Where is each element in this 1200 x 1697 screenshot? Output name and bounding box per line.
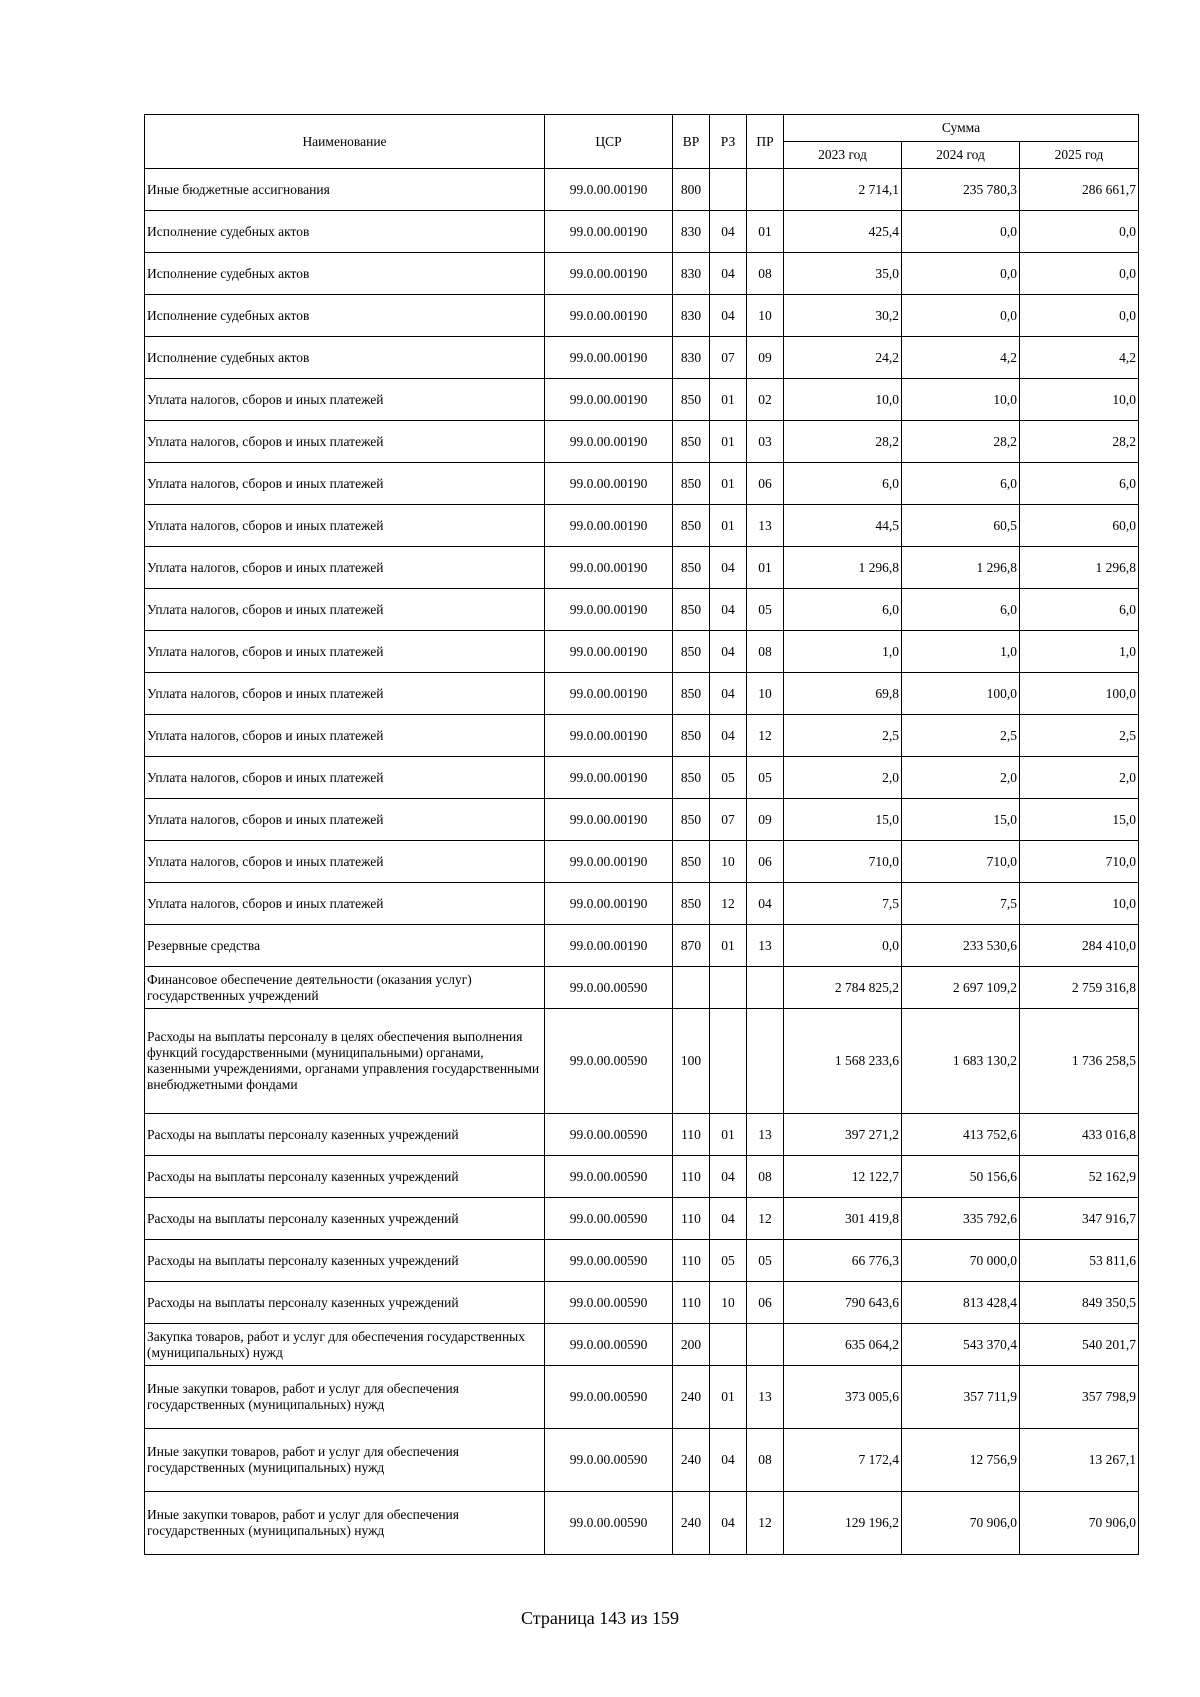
cell-pr: 05: [747, 757, 784, 799]
cell-rz: 04: [710, 253, 747, 295]
cell-2023: 790 643,6: [784, 1282, 902, 1324]
header-year-2025: 2025 год: [1020, 142, 1139, 169]
table-row: [145, 589, 1139, 631]
cell-rz: 04: [710, 547, 747, 589]
cell-pr: 13: [747, 505, 784, 547]
cell-name: Иные закупки товаров, работ и услуг для обеспечения государственных (муниципальных) нужд: [145, 1429, 545, 1492]
cell-rz: 01: [710, 505, 747, 547]
cell-vr: 110: [673, 1114, 710, 1156]
cell-rz: 07: [710, 799, 747, 841]
table-row: [145, 757, 1139, 799]
cell-2023: 12 122,7: [784, 1156, 902, 1198]
cell-rz: 10: [710, 1282, 747, 1324]
cell-vr: 850: [673, 757, 710, 799]
cell-vr: 850: [673, 547, 710, 589]
cell-2023: 1,0: [784, 631, 902, 673]
cell-pr: 10: [747, 295, 784, 337]
cell-2023: 44,5: [784, 505, 902, 547]
cell-csr: 99.0.00.00190: [545, 463, 673, 505]
cell-pr: 06: [747, 841, 784, 883]
cell-2024: 0,0: [902, 295, 1020, 337]
cell-csr: 99.0.00.00590: [545, 1366, 673, 1429]
table-row: [145, 505, 1139, 547]
table-row: [145, 169, 1139, 211]
table-row: [145, 673, 1139, 715]
cell-csr: 99.0.00.00590: [545, 1324, 673, 1366]
cell-pr: 12: [747, 1492, 784, 1555]
cell-vr: 830: [673, 211, 710, 253]
cell-vr: 870: [673, 925, 710, 967]
cell-csr: 99.0.00.00190: [545, 589, 673, 631]
cell-vr: 110: [673, 1198, 710, 1240]
cell-name: Расходы на выплаты персоналу в целях обеспечения выполнения функций государственными (муниципальными) органами, казенными учреждениями, органами управления государственными внебюджетными фондами: [145, 1009, 545, 1114]
cell-2023: 301 419,8: [784, 1198, 902, 1240]
cell-rz: 04: [710, 1198, 747, 1240]
cell-pr: 02: [747, 379, 784, 421]
cell-rz: [710, 1324, 747, 1366]
cell-2023: 1 568 233,6: [784, 1009, 902, 1114]
cell-2023: 35,0: [784, 253, 902, 295]
cell-2023: 24,2: [784, 337, 902, 379]
page-number: Страница 143 из 159: [521, 1608, 679, 1628]
cell-csr: 99.0.00.00190: [545, 799, 673, 841]
cell-2024: 2,5: [902, 715, 1020, 757]
cell-2024: 710,0: [902, 841, 1020, 883]
cell-rz: 05: [710, 757, 747, 799]
cell-2025: 60,0: [1020, 505, 1139, 547]
cell-name: Уплата налогов, сборов и иных платежей: [145, 463, 545, 505]
table-row: [145, 253, 1139, 295]
cell-vr: 850: [673, 715, 710, 757]
cell-2023: 373 005,6: [784, 1366, 902, 1429]
cell-vr: 850: [673, 799, 710, 841]
cell-name: Финансовое обеспечение деятельности (оказания услуг) государственных учреждений: [145, 967, 545, 1009]
header-rz: РЗ: [710, 115, 747, 169]
cell-vr: 850: [673, 673, 710, 715]
table-row: [145, 799, 1139, 841]
cell-2024: 6,0: [902, 463, 1020, 505]
header-vr: ВР: [673, 115, 710, 169]
table-row: [145, 379, 1139, 421]
table-row: [145, 1198, 1139, 1240]
cell-2023: 635 064,2: [784, 1324, 902, 1366]
cell-csr: 99.0.00.00190: [545, 631, 673, 673]
cell-2025: 0,0: [1020, 253, 1139, 295]
cell-2023: 6,0: [784, 589, 902, 631]
cell-2023: 69,8: [784, 673, 902, 715]
cell-csr: 99.0.00.00190: [545, 547, 673, 589]
cell-2023: 710,0: [784, 841, 902, 883]
cell-name: Иные закупки товаров, работ и услуг для обеспечения государственных (муниципальных) нужд: [145, 1366, 545, 1429]
cell-2024: 50 156,6: [902, 1156, 1020, 1198]
cell-2025: 710,0: [1020, 841, 1139, 883]
cell-2023: 0,0: [784, 925, 902, 967]
table-row: [145, 295, 1139, 337]
cell-csr: 99.0.00.00190: [545, 925, 673, 967]
cell-pr: 08: [747, 631, 784, 673]
cell-pr: 13: [747, 1366, 784, 1429]
cell-2025: 284 410,0: [1020, 925, 1139, 967]
cell-rz: 04: [710, 631, 747, 673]
cell-csr: 99.0.00.00590: [545, 1282, 673, 1324]
cell-2025: 1,0: [1020, 631, 1139, 673]
cell-pr: 03: [747, 421, 784, 463]
cell-2024: 2,0: [902, 757, 1020, 799]
cell-csr: 99.0.00.00190: [545, 295, 673, 337]
table-row: [145, 337, 1139, 379]
cell-rz: 01: [710, 1366, 747, 1429]
header-year-2023: 2023 год: [784, 142, 902, 169]
table-row: [145, 883, 1139, 925]
cell-rz: 04: [710, 673, 747, 715]
cell-2024: 100,0: [902, 673, 1020, 715]
cell-pr: 01: [747, 547, 784, 589]
cell-2023: 397 271,2: [784, 1114, 902, 1156]
cell-2023: 7 172,4: [784, 1429, 902, 1492]
cell-rz: [710, 1009, 747, 1114]
cell-csr: 99.0.00.00590: [545, 1156, 673, 1198]
cell-vr: 850: [673, 463, 710, 505]
cell-2024: 10,0: [902, 379, 1020, 421]
cell-name: Резервные средства: [145, 925, 545, 967]
cell-2024: 28,2: [902, 421, 1020, 463]
table-row: [145, 1009, 1139, 1114]
cell-2024: 0,0: [902, 211, 1020, 253]
cell-pr: 12: [747, 1198, 784, 1240]
cell-2024: 357 711,9: [902, 1366, 1020, 1429]
cell-vr: 830: [673, 295, 710, 337]
cell-csr: 99.0.00.00590: [545, 1492, 673, 1555]
cell-name: Уплата налогов, сборов и иных платежей: [145, 379, 545, 421]
cell-2024: 70 000,0: [902, 1240, 1020, 1282]
cell-csr: 99.0.00.00590: [545, 1240, 673, 1282]
cell-2023: 425,4: [784, 211, 902, 253]
cell-name: Уплата налогов, сборов и иных платежей: [145, 421, 545, 463]
cell-2025: 28,2: [1020, 421, 1139, 463]
cell-csr: 99.0.00.00190: [545, 715, 673, 757]
cell-rz: 04: [710, 715, 747, 757]
cell-2023: 2 784 825,2: [784, 967, 902, 1009]
cell-2023: 2,5: [784, 715, 902, 757]
cell-vr: 100: [673, 1009, 710, 1114]
cell-name: Уплата налогов, сборов и иных платежей: [145, 715, 545, 757]
cell-2025: 2,5: [1020, 715, 1139, 757]
cell-2025: 6,0: [1020, 463, 1139, 505]
cell-rz: 01: [710, 463, 747, 505]
cell-csr: 99.0.00.00190: [545, 253, 673, 295]
cell-rz: 07: [710, 337, 747, 379]
cell-vr: 800: [673, 169, 710, 211]
cell-2024: 233 530,6: [902, 925, 1020, 967]
cell-name: Исполнение судебных актов: [145, 211, 545, 253]
cell-pr: 06: [747, 1282, 784, 1324]
table-row: [145, 1282, 1139, 1324]
cell-csr: 99.0.00.00590: [545, 1198, 673, 1240]
cell-vr: 850: [673, 505, 710, 547]
cell-2025: 10,0: [1020, 883, 1139, 925]
table-row: [145, 715, 1139, 757]
cell-pr: [747, 169, 784, 211]
cell-csr: 99.0.00.00190: [545, 211, 673, 253]
cell-pr: 08: [747, 1156, 784, 1198]
table-row: [145, 463, 1139, 505]
cell-name: Исполнение судебных актов: [145, 337, 545, 379]
table-row: [145, 1324, 1139, 1366]
cell-csr: 99.0.00.00190: [545, 673, 673, 715]
cell-2023: 129 196,2: [784, 1492, 902, 1555]
cell-pr: [747, 1009, 784, 1114]
cell-2024: 235 780,3: [902, 169, 1020, 211]
cell-2025: 357 798,9: [1020, 1366, 1139, 1429]
cell-vr: 850: [673, 841, 710, 883]
cell-pr: 12: [747, 715, 784, 757]
cell-2024: 7,5: [902, 883, 1020, 925]
cell-csr: 99.0.00.00190: [545, 841, 673, 883]
cell-name: Уплата налогов, сборов и иных платежей: [145, 547, 545, 589]
cell-vr: 240: [673, 1366, 710, 1429]
cell-name: Расходы на выплаты персоналу казенных учреждений: [145, 1114, 545, 1156]
header-year-2024: 2024 год: [902, 142, 1020, 169]
cell-name: Уплата налогов, сборов и иных платежей: [145, 673, 545, 715]
table-row: [145, 1429, 1139, 1492]
cell-pr: 08: [747, 253, 784, 295]
cell-csr: 99.0.00.00590: [545, 1009, 673, 1114]
cell-rz: 04: [710, 589, 747, 631]
table-header: [145, 115, 1139, 169]
cell-vr: 110: [673, 1156, 710, 1198]
cell-2025: 2,0: [1020, 757, 1139, 799]
cell-csr: 99.0.00.00190: [545, 421, 673, 463]
cell-2025: 6,0: [1020, 589, 1139, 631]
cell-pr: 09: [747, 799, 784, 841]
cell-name: Закупка товаров, работ и услуг для обеспечения государственных (муниципальных) нужд: [145, 1324, 545, 1366]
cell-2025: 1 736 258,5: [1020, 1009, 1139, 1114]
header-pr: ПР: [747, 115, 784, 169]
table-row: [145, 547, 1139, 589]
cell-csr: 99.0.00.00190: [545, 505, 673, 547]
cell-name: Уплата налогов, сборов и иных платежей: [145, 757, 545, 799]
cell-name: Уплата налогов, сборов и иных платежей: [145, 505, 545, 547]
cell-2023: 2,0: [784, 757, 902, 799]
cell-vr: 830: [673, 253, 710, 295]
cell-2023: 1 296,8: [784, 547, 902, 589]
cell-csr: 99.0.00.00190: [545, 883, 673, 925]
table-row: [145, 631, 1139, 673]
cell-name: Иные закупки товаров, работ и услуг для обеспечения государственных (муниципальных) нужд: [145, 1492, 545, 1555]
cell-2025: 53 811,6: [1020, 1240, 1139, 1282]
cell-2024: 12 756,9: [902, 1429, 1020, 1492]
cell-2025: 2 759 316,8: [1020, 967, 1139, 1009]
cell-name: Расходы на выплаты персоналу казенных учреждений: [145, 1282, 545, 1324]
cell-vr: 240: [673, 1492, 710, 1555]
cell-name: Расходы на выплаты персоналу казенных учреждений: [145, 1198, 545, 1240]
cell-rz: 04: [710, 1429, 747, 1492]
cell-2024: 2 697 109,2: [902, 967, 1020, 1009]
table-row: [145, 1156, 1139, 1198]
cell-pr: 09: [747, 337, 784, 379]
cell-2023: 15,0: [784, 799, 902, 841]
cell-2025: 849 350,5: [1020, 1282, 1139, 1324]
cell-name: Уплата налогов, сборов и иных платежей: [145, 799, 545, 841]
cell-rz: 04: [710, 1156, 747, 1198]
cell-2025: 540 201,7: [1020, 1324, 1139, 1366]
cell-rz: 04: [710, 295, 747, 337]
cell-pr: 01: [747, 211, 784, 253]
table-row: [145, 211, 1139, 253]
cell-2024: 6,0: [902, 589, 1020, 631]
header-name: Наименование: [145, 115, 545, 169]
table-row: [145, 1240, 1139, 1282]
table-row: [145, 925, 1139, 967]
cell-pr: [747, 1324, 784, 1366]
cell-csr: 99.0.00.00590: [545, 1429, 673, 1492]
cell-2025: 1 296,8: [1020, 547, 1139, 589]
cell-2024: 813 428,4: [902, 1282, 1020, 1324]
cell-pr: 06: [747, 463, 784, 505]
cell-name: Уплата налогов, сборов и иных платежей: [145, 883, 545, 925]
cell-2024: 1,0: [902, 631, 1020, 673]
cell-2023: 28,2: [784, 421, 902, 463]
cell-2025: 100,0: [1020, 673, 1139, 715]
cell-2025: 13 267,1: [1020, 1429, 1139, 1492]
cell-2025: 70 906,0: [1020, 1492, 1139, 1555]
cell-2025: 347 916,7: [1020, 1198, 1139, 1240]
table-body: [145, 169, 1139, 1555]
cell-2024: 60,5: [902, 505, 1020, 547]
cell-vr: 850: [673, 589, 710, 631]
cell-2024: 1 296,8: [902, 547, 1020, 589]
cell-csr: 99.0.00.00190: [545, 337, 673, 379]
cell-2025: 52 162,9: [1020, 1156, 1139, 1198]
cell-2023: 6,0: [784, 463, 902, 505]
cell-2025: 0,0: [1020, 295, 1139, 337]
cell-2023: 7,5: [784, 883, 902, 925]
cell-rz: 05: [710, 1240, 747, 1282]
cell-rz: 12: [710, 883, 747, 925]
cell-rz: 01: [710, 925, 747, 967]
cell-2025: 433 016,8: [1020, 1114, 1139, 1156]
cell-2025: 15,0: [1020, 799, 1139, 841]
budget-table: [144, 114, 1139, 1555]
cell-2024: 413 752,6: [902, 1114, 1020, 1156]
cell-name: Исполнение судебных актов: [145, 253, 545, 295]
table-row: [145, 1492, 1139, 1555]
cell-name: Уплата налогов, сборов и иных платежей: [145, 631, 545, 673]
cell-vr: 850: [673, 883, 710, 925]
cell-name: Исполнение судебных актов: [145, 295, 545, 337]
cell-vr: [673, 967, 710, 1009]
cell-csr: 99.0.00.00190: [545, 757, 673, 799]
cell-2024: 335 792,6: [902, 1198, 1020, 1240]
cell-name: Расходы на выплаты персоналу казенных учреждений: [145, 1156, 545, 1198]
cell-vr: 110: [673, 1282, 710, 1324]
cell-pr: 13: [747, 1114, 784, 1156]
cell-2025: 4,2: [1020, 337, 1139, 379]
cell-2025: 0,0: [1020, 211, 1139, 253]
cell-rz: 04: [710, 211, 747, 253]
cell-name: Уплата налогов, сборов и иных платежей: [145, 841, 545, 883]
cell-name: Расходы на выплаты персоналу казенных учреждений: [145, 1240, 545, 1282]
header-csr: ЦСР: [545, 115, 673, 169]
cell-rz: [710, 169, 747, 211]
table-row: [145, 421, 1139, 463]
cell-2024: 70 906,0: [902, 1492, 1020, 1555]
cell-2023: 30,2: [784, 295, 902, 337]
cell-2023: 10,0: [784, 379, 902, 421]
cell-pr: 08: [747, 1429, 784, 1492]
table-row: [145, 1114, 1139, 1156]
table-row: [145, 841, 1139, 883]
cell-csr: 99.0.00.00590: [545, 967, 673, 1009]
cell-2025: 286 661,7: [1020, 169, 1139, 211]
cell-pr: 04: [747, 883, 784, 925]
cell-pr: 13: [747, 925, 784, 967]
cell-2023: 2 714,1: [784, 169, 902, 211]
cell-vr: 240: [673, 1429, 710, 1492]
cell-csr: 99.0.00.00190: [545, 379, 673, 421]
table-row: [145, 967, 1139, 1009]
cell-pr: 10: [747, 673, 784, 715]
cell-2025: 10,0: [1020, 379, 1139, 421]
cell-2023: 66 776,3: [784, 1240, 902, 1282]
cell-2024: 0,0: [902, 253, 1020, 295]
cell-vr: 850: [673, 379, 710, 421]
cell-2024: 543 370,4: [902, 1324, 1020, 1366]
cell-pr: 05: [747, 1240, 784, 1282]
cell-2024: 4,2: [902, 337, 1020, 379]
cell-vr: 850: [673, 421, 710, 463]
cell-csr: 99.0.00.00590: [545, 1114, 673, 1156]
cell-vr: 200: [673, 1324, 710, 1366]
cell-rz: 01: [710, 1114, 747, 1156]
cell-rz: 04: [710, 1492, 747, 1555]
cell-vr: 110: [673, 1240, 710, 1282]
cell-rz: [710, 967, 747, 1009]
cell-pr: 05: [747, 589, 784, 631]
cell-vr: 850: [673, 631, 710, 673]
cell-rz: 10: [710, 841, 747, 883]
header-sum: Сумма: [784, 115, 1139, 142]
cell-2024: 1 683 130,2: [902, 1009, 1020, 1114]
cell-pr: [747, 967, 784, 1009]
cell-2024: 15,0: [902, 799, 1020, 841]
cell-name: Уплата налогов, сборов и иных платежей: [145, 589, 545, 631]
cell-rz: 01: [710, 379, 747, 421]
cell-name: Иные бюджетные ассигнования: [145, 169, 545, 211]
table-row: [145, 1366, 1139, 1429]
cell-vr: 830: [673, 337, 710, 379]
cell-csr: 99.0.00.00190: [545, 169, 673, 211]
cell-rz: 01: [710, 421, 747, 463]
